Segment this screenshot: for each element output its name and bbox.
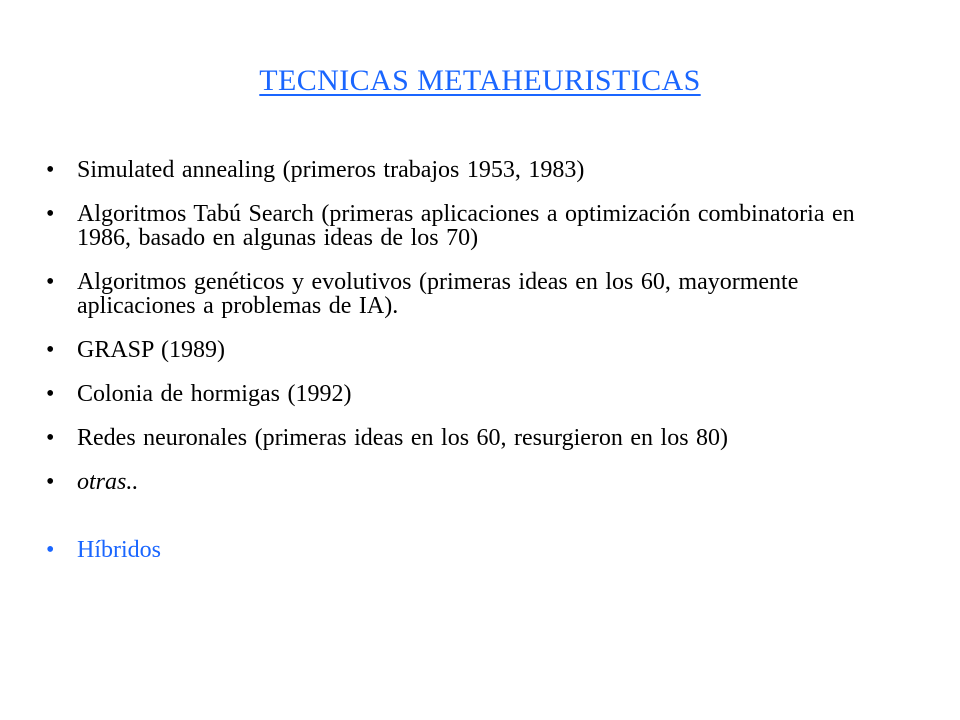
bullet-text: Redes neuronales (primeras ideas en los 60, resurgieron en los 80) (77, 425, 729, 451)
bullet-list (0, 158, 960, 582)
bullet-text: Híbridos (77, 537, 161, 563)
bullet-text: otras.. (77, 469, 139, 495)
bullet-item-tabu-search (0, 202, 960, 250)
bullet-text: Colonia de hormigas (1992) (77, 381, 352, 407)
bullet-item-colonia-hormigas (0, 382, 960, 406)
bullet-item-hibridos (0, 538, 960, 562)
bullet-dot-icon: • (46, 537, 55, 563)
bullet-text: Simulated annealing (primeros trabajos 1953, 1983) (77, 157, 585, 183)
bullet-dot-icon: • (46, 157, 55, 183)
bullet-item-redes-neuronales (0, 426, 960, 450)
slide-title (0, 64, 960, 99)
bullet-dot-icon: • (46, 381, 55, 407)
bullet-text: GRASP (1989) (77, 337, 225, 363)
bullet-text: Algoritmos Tabú Search (primeras aplicaciones a optimización combinatoria en 1986, basado en algunas ideas de los 70) (77, 201, 855, 251)
bullet-item-otras (0, 470, 960, 494)
bullet-item-grasp (0, 338, 960, 362)
bullet-text: Algoritmos genéticos y evolutivos (primeras ideas en los 60, mayormente aplicaciones a problemas de IA). (77, 269, 799, 319)
slide-title-text: TECNICAS METAHEURISTICAS (259, 64, 701, 97)
bullet-dot-icon: • (46, 269, 55, 295)
bullet-item-simulated-annealing (0, 158, 960, 182)
bullet-dot-icon: • (46, 425, 55, 451)
bullet-dot-icon: • (46, 337, 55, 363)
bullet-dot-icon: • (46, 201, 55, 227)
bullet-item-geneticos (0, 270, 960, 318)
bullet-dot-icon: • (46, 469, 55, 495)
